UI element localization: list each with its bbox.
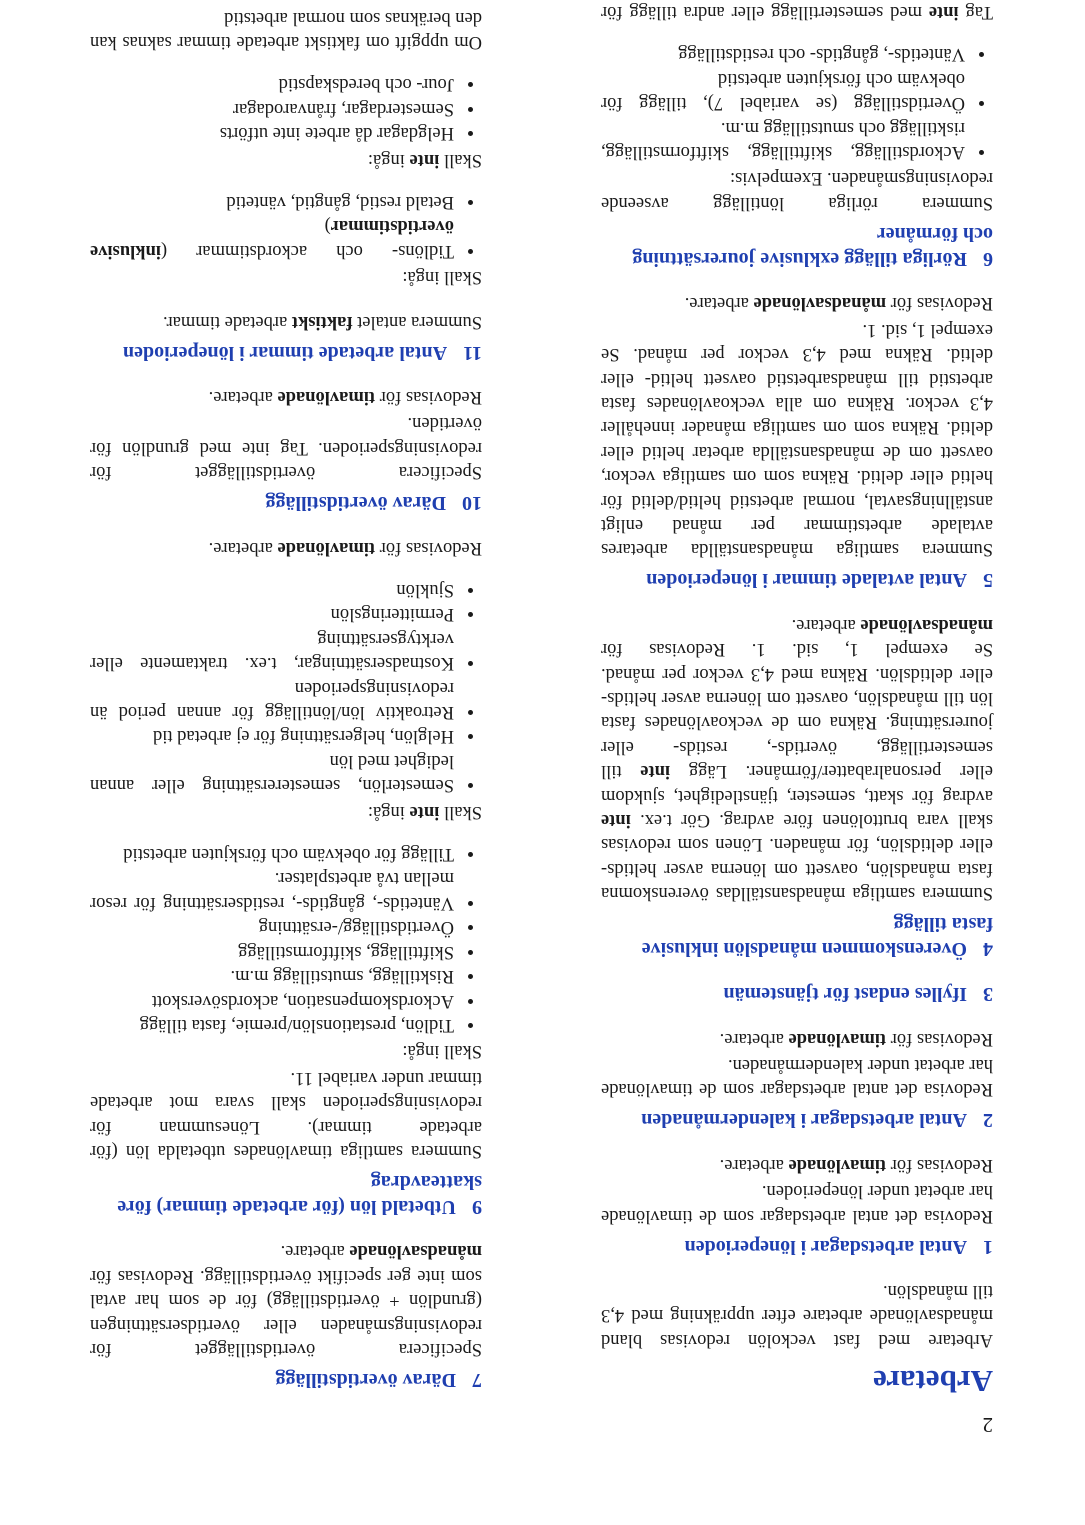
exclude-list (90, 578, 482, 798)
section-heading: 7Därav övertidstillägg (275, 1369, 482, 1391)
section-10 (90, 385, 482, 516)
section-note: Redovisas för timavlönade arbetare. (208, 387, 482, 407)
section-1 (601, 1152, 993, 1258)
list-item: • Tillägg för obekväm och förskjuten arbetstid (90, 842, 456, 866)
section-note: Redovisas för månadsavlönade arbetare. (684, 293, 993, 314)
left-column (601, 0, 993, 1398)
include-label: Skall ingå: (402, 267, 482, 288)
list-item: • Kostnadsersättningar, t.ex. traktamente eller verktygsersättning (90, 626, 456, 675)
section-heading: 11Antal arbetade timmar i löneperioden (123, 341, 482, 364)
list-item: • Betald restid, gångtid, väntetid (90, 190, 456, 214)
list-item: • Tidlön, prestationslön/premie, fasta tillägg (90, 1013, 456, 1037)
list-item: • Helgdagar då arbete inte utförts (90, 121, 456, 145)
include-label: Skall ingå: (402, 1041, 482, 1062)
section-2 (601, 1026, 993, 1132)
section-text: Redovisa det antal arbetsdagar som de timavlönade har arbetat under kalendermånaden. (601, 1055, 993, 1100)
page-title: Arbetare (873, 1364, 993, 1399)
section-text: Summera antalet faktiskt arbetade timmar. (162, 311, 482, 332)
list-item: • Sjuklön (90, 578, 456, 602)
section-text: Summera samtliga timavlönades utbetalda lön (för arbetade timmar). Lönesumman för redovisningsperioden skall svara mot arbetade timmar under variabel 11. (90, 1067, 482, 1161)
section-note: Redovisas för timavlönade arbetare. (208, 537, 482, 558)
include-list (90, 190, 482, 263)
section-text: Tag inte med semestertillägg eller andra tillägg för (601, 2, 993, 23)
section-heading: 4Överenskommen månadslön inklusive fasta tillägg (641, 913, 993, 961)
two-column-body (90, 0, 993, 1398)
section-note: Redovisas för timavlönade arbetare. (719, 1028, 993, 1049)
intro-paragraph: Arbetare med fast veckolön redovisas bland månadsavlönade arbetare efter uppräkning med 4,3 till månadslön. (601, 1281, 993, 1350)
section-note: Redovisas för timavlönade arbetare. (719, 1154, 993, 1175)
list-item: • Väntetids-, gångtids- och restidstillägg (601, 42, 967, 66)
list-item: • Risktillägg, smutstillägg m.m. (90, 964, 456, 988)
section-text: Summera samtliga månadsanställdas överenskomna fasta månadslön, oavsett om lönerna avser heltids- eller deltidslön, för månaden. Lönen som redovisas skall vara bruttolönen före avdrag. Gör t.ex. inte avdrag för skatt, semester, tjänstledighet, sjukdom eller personalrabatter/förmåner. Lägg inte till semestertillägg, övertids-, restids- eller jourersättning. Räkna om de veckoavlönades fasta lön till månadslön, oavsett om lönerna avser heltids- eller deltidslön. Räkna med 4,3 veckor per månad. Se exempel 1, sid. 1. Redovisas för månadsavlönade arbetare. (601, 614, 993, 904)
list-item: • Övertidstillägg (se variabel 7), tillägg för obekväm och förskjuten arbetstid (601, 66, 967, 115)
section-text: Summera samtliga månadsanställda arbetares avtalade arbetstimmar per månad enligt anställningsavtal, normal arbetstid heltid/deltid för heltid eller deltid. Räkna som om samtliga veckor, oavsett om de månadsanställda arbetar heltid eller deltid. Räkna som om samtliga månader innehåller 4,3 veckor. Räkna om alla veckoavlönades fasta arbetstid till månadsarbetstid oavsett heltid- eller deltid. Räkna med 4,3 veckor per månad. Se exempel 1, sid. 1. (601, 319, 993, 560)
list-item: • Tidlöns- och ackordstimmar (inklusive övertidstimmar) (90, 214, 456, 263)
list-item: • Helglön, helgersättning för ej arbetad tid (90, 724, 456, 748)
list-item: • Permitteringslön (90, 602, 456, 626)
section-11 (90, 5, 482, 364)
list-item: • Jour- och beredskapstid (90, 72, 456, 96)
list-item: • Semesterdagar, frånvarodagar (90, 96, 456, 120)
section-text: Specificera övertidstillägget för redovisningsperioden. Tag inte med grundlön för övertiden. (90, 413, 482, 483)
page-number: 2 (982, 1413, 993, 1437)
section-5 (601, 291, 993, 592)
list-item: • Retroaktiv lön/löntillägg för annan period än redovisningsperioden (90, 675, 456, 724)
section-text: Redovisa det antal arbetsdagar som de timavlönade har arbetat under löneperioden. (601, 1181, 993, 1226)
section-heading: 9Utbetald lön (för arbetade timmar) före skatteavdrag (117, 1170, 482, 1218)
section-heading: 6Rörliga tillägg exklusive jourersättning och förmåner (632, 222, 993, 270)
list-item: • Semesterlön, semesterersättning eller annan ledighet med lön (90, 748, 456, 797)
section-heading: 1Antal arbetsdagar i löneperioden (684, 1235, 993, 1258)
section-7 (90, 1239, 482, 1392)
section-text: Specificera övertidstillägget för redovisningsmånaden eller övertidsersättningen (grundlön + övertidstillägg) för de som har avtal som inte ger specifikt övertidstillägg. Redovisas för månadsavlönade arbetare. (90, 1241, 482, 1359)
section-3 (601, 981, 993, 1006)
list-item: • Skifttillägg, skiftformstillägg (90, 939, 456, 963)
list-item: • Övertidstillägg/-ersättning (90, 915, 456, 939)
exclude-label: Skall inte ingå: (367, 801, 482, 822)
list-item: • Ackordskompensation, ackordsöverskott (90, 988, 456, 1012)
exclude-list (90, 72, 482, 145)
section-text: Summera rörliga löntillägg avseende redovisningsmånaden. Exempelvis: (601, 168, 993, 213)
section-heading: 5Antal avtalade timmar i löneperioden (646, 569, 993, 592)
section-heading: 2Antal arbetsdagar i kalendermånaden (641, 1109, 993, 1132)
list-item: • Väntetids-, gångtids-, restidsersättning för resor mellan två arbetsplatser. (90, 866, 456, 915)
section-9 (90, 535, 482, 1219)
list-item: • Ackordstillägg, skifttillägg, skiftformstillägg, risktillägg och smutstillägg m.m. (601, 115, 967, 164)
section-6 (601, 0, 993, 271)
include-list (90, 842, 482, 1037)
exclude-label: Skall inte ingå: (367, 149, 482, 170)
closing-text: Om uppgift om faktiskt arbetade timmar saknas kan den beräknas som normal arbetstid (90, 7, 482, 52)
section-heading: 3Ifylles endast för tjänstemän (723, 983, 993, 1006)
examples-list (601, 42, 993, 164)
right-column (90, 0, 482, 1398)
section-heading: 10Därav övertidstillägg (265, 492, 482, 515)
section-4 (601, 612, 993, 961)
